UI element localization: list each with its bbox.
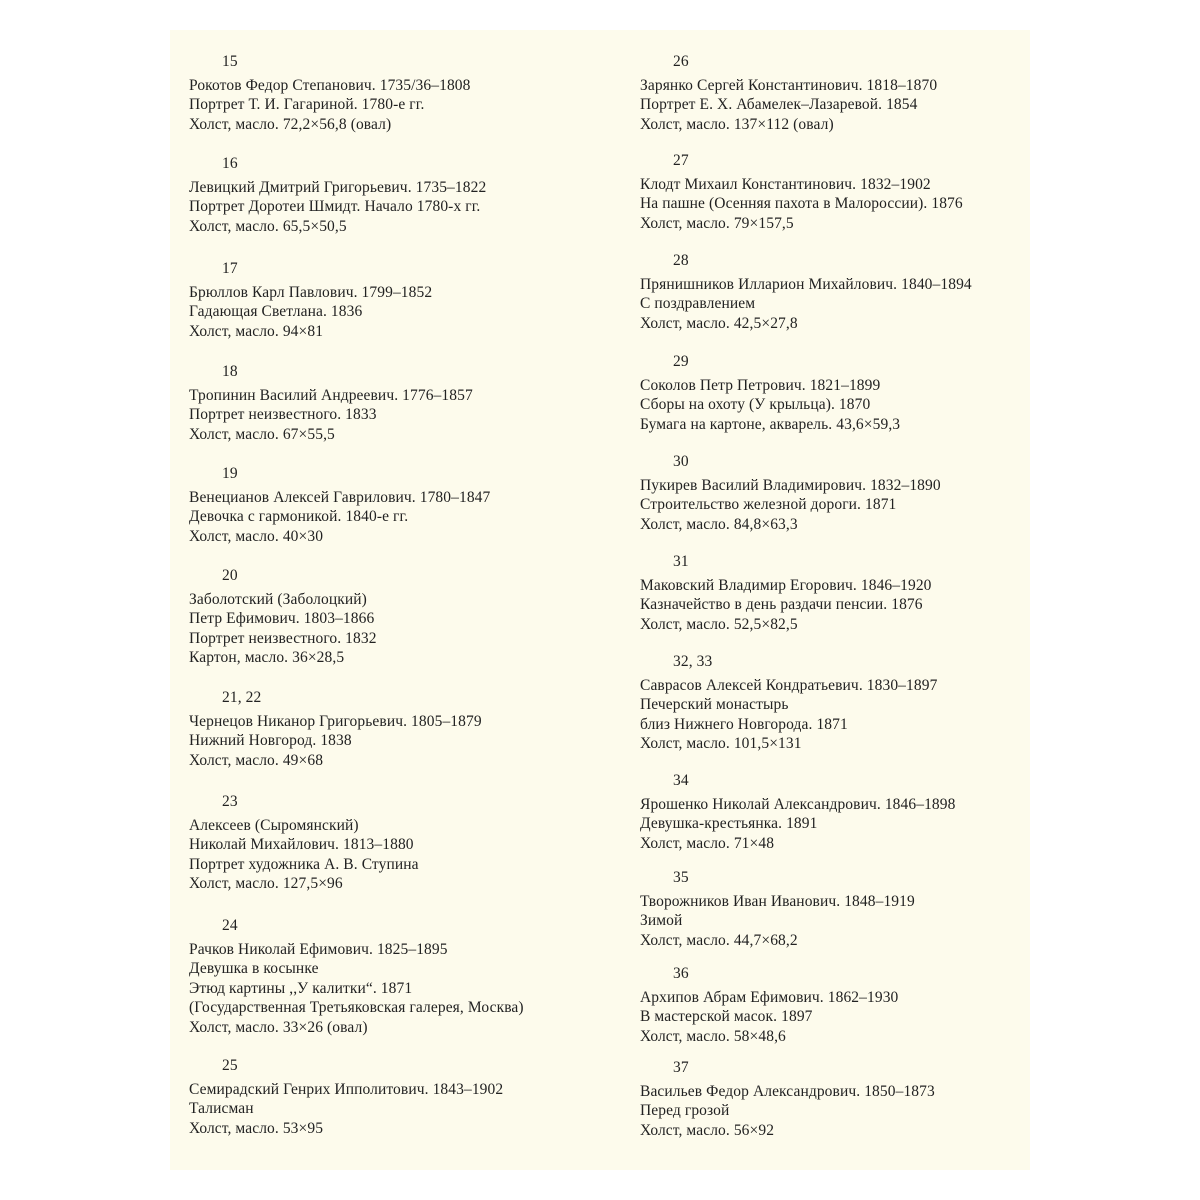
catalog-entry <box>640 352 1060 434</box>
entry-artist: Зарянко Сергей Константинович. 1818–1870 <box>640 76 938 94</box>
catalog-entry <box>189 1056 609 1138</box>
entry-medium: Картон, масло. 36×28,5 <box>189 649 345 667</box>
catalog-entry <box>189 154 609 236</box>
entry-number: 20 <box>222 567 238 584</box>
entry-artist: Венецианов Алексей Гаврилович. 1780–1847 <box>189 488 491 506</box>
entry-medium: Холст, масло. 84,8×63,3 <box>640 515 798 533</box>
entry-title: Портрет Т. И. Гагариной. 1780-е гг. <box>189 96 425 114</box>
catalog-entry <box>640 771 1060 853</box>
catalog-entry <box>189 792 609 894</box>
entry-title: Портрет художника А. В. Ступина <box>189 855 419 873</box>
entry-medium: Холст, масло. 72,2×56,8 (овал) <box>189 115 392 133</box>
entry-number: 16 <box>222 155 238 172</box>
entry-title-cont: близ Нижнего Новгорода. 1871 <box>640 715 848 733</box>
entry-artist: Соколов Петр Петрович. 1821–1899 <box>640 376 881 394</box>
entry-medium: Холст, масло. 67×55,5 <box>189 425 335 443</box>
entry-medium: Холст, масло. 71×48 <box>640 834 775 852</box>
entry-number: 24 <box>222 917 238 934</box>
entry-title: Девушка в косынке <box>189 960 319 978</box>
catalog-entry <box>640 652 1060 754</box>
entry-medium: Холст, масло. 53×95 <box>189 1119 324 1137</box>
entry-medium: Бумага на картоне, акварель. 43,6×59,3 <box>640 415 901 433</box>
entry-number: 17 <box>222 260 238 277</box>
entry-medium: Холст, масло. 44,7×68,2 <box>640 931 798 949</box>
entry-medium: Холст, масло. 65,5×50,5 <box>189 217 347 235</box>
catalog-entry <box>189 688 609 770</box>
entry-artist: Ярошенко Николай Александрович. 1846–1898 <box>640 795 956 813</box>
catalog-entry <box>189 916 609 1038</box>
entry-title: В мастерской масок. 1897 <box>640 1008 813 1026</box>
entry-number: 25 <box>222 1057 238 1074</box>
entry-title: Девушка-крестьянка. 1891 <box>640 815 818 833</box>
entry-artist: Рокотов Федор Степанович. 1735/36–1808 <box>189 76 471 94</box>
entry-artist: Маковский Владимир Егорович. 1846–1920 <box>640 576 932 594</box>
catalog-entry <box>640 552 1060 634</box>
entry-title: Нижний Новгород. 1838 <box>189 732 352 750</box>
entry-number: 26 <box>673 53 689 70</box>
catalog-entry <box>640 52 1060 134</box>
entry-number: 32, 33 <box>673 653 713 670</box>
entry-title: Гадающая Светлана. 1836 <box>189 303 363 321</box>
entry-title: Зимой <box>640 912 683 930</box>
entry-medium: Холст, масло. 94×81 <box>189 322 324 340</box>
entry-title: Сборы на охоту (У крыльца). 1870 <box>640 396 871 414</box>
entry-artist: Клодт Михаил Константинович. 1832–1902 <box>640 175 931 193</box>
entry-artist: Чернецов Никанор Григорьевич. 1805–1879 <box>189 712 482 730</box>
entry-medium: Холст, масло. 79×157,5 <box>640 214 794 232</box>
entry-medium: Холст, масло. 137×112 (овал) <box>640 115 834 133</box>
entry-artist-name: Петр Ефимович. 1803–1866 <box>189 610 375 628</box>
catalog-entry <box>189 362 609 444</box>
entry-number: 15 <box>222 53 238 70</box>
entry-artist: Прянишников Илларион Михайлович. 1840–1894 <box>640 275 972 293</box>
entry-title: Печерский монастырь <box>640 696 789 714</box>
catalog-page <box>170 30 1030 1170</box>
entry-title: Портрет неизвестного. 1832 <box>189 629 377 647</box>
catalog-entry <box>189 259 609 341</box>
entry-medium: Холст, масло. 52,5×82,5 <box>640 615 798 633</box>
entry-medium: Холст, масло. 56×92 <box>640 1121 775 1139</box>
entry-artist: Пукирев Василий Владимирович. 1832–1890 <box>640 476 941 494</box>
entry-title: Строительство железной дороги. 1871 <box>640 496 897 514</box>
entry-location: (Государственная Третьяковская галерея, Москва) <box>189 999 524 1017</box>
entry-artist: Семирадский Генрих Ипполитович. 1843–1902 <box>189 1080 504 1098</box>
entry-number: 29 <box>673 353 689 370</box>
catalog-entry <box>189 566 609 668</box>
entry-medium: Холст, масло. 127,5×96 <box>189 875 343 893</box>
entry-number: 23 <box>222 793 238 810</box>
entry-artist: Васильев Федор Александрович. 1850–1873 <box>640 1082 935 1100</box>
entry-subtitle: Этюд картины ,,У калитки“. 1871 <box>189 979 413 997</box>
entry-number: 19 <box>222 465 238 482</box>
catalog-entry <box>640 964 1060 1046</box>
entry-number: 34 <box>673 772 689 789</box>
entry-number: 18 <box>222 363 238 380</box>
entry-artist: Левицкий Дмитрий Григорьевич. 1735–1822 <box>189 178 487 196</box>
entry-title: Портрет Доротеи Шмидт. Начало 1780-х гг. <box>189 198 481 216</box>
entry-medium: Холст, масло. 40×30 <box>189 527 324 545</box>
catalog-entry <box>640 1058 1060 1140</box>
entry-number: 30 <box>673 453 689 470</box>
entry-artist: Алексеев (Сыромянский) <box>189 816 359 834</box>
entry-medium: Холст, масло. 42,5×27,8 <box>640 314 798 332</box>
entry-number: 31 <box>673 553 689 570</box>
entry-title: Девочка с гармоникой. 1840-е гг. <box>189 508 409 526</box>
entry-artist: Саврасов Алексей Кондратьевич. 1830–1897 <box>640 676 938 694</box>
catalog-entry <box>640 452 1060 534</box>
entry-number: 27 <box>673 152 689 169</box>
entry-artist: Рачков Николай Ефимович. 1825–1895 <box>189 940 448 958</box>
entry-title: Портрет Е. Х. Абамелек–Лазаревой. 1854 <box>640 96 918 114</box>
entry-artist: Брюллов Карл Павлович. 1799–1852 <box>189 283 433 301</box>
catalog-entry <box>640 251 1060 333</box>
entry-title: Перед грозой <box>640 1102 730 1120</box>
entry-title: Казначейство в день раздачи пенсии. 1876 <box>640 596 923 614</box>
catalog-entry <box>189 52 609 134</box>
entry-artist: Архипов Абрам Ефимович. 1862–1930 <box>640 988 899 1006</box>
catalog-entry <box>640 868 1060 950</box>
entry-title: Портрет неизвестного. 1833 <box>189 406 377 424</box>
entry-artist: Заболотский (Заболоцкий) <box>189 590 367 608</box>
catalog-entry <box>640 151 1060 233</box>
entry-medium: Холст, масло. 101,5×131 <box>640 735 802 753</box>
entry-medium: Холст, масло. 49×68 <box>189 751 324 769</box>
entry-artist: Творожников Иван Иванович. 1848–1919 <box>640 892 915 910</box>
entry-number: 28 <box>673 252 689 269</box>
entry-number: 36 <box>673 965 689 982</box>
entry-artist-name: Николай Михайлович. 1813–1880 <box>189 836 414 854</box>
entry-title: Талисман <box>189 1100 254 1118</box>
entry-number: 37 <box>673 1059 689 1076</box>
entry-title: На пашне (Осенняя пахота в Малороссии). 1876 <box>640 195 963 213</box>
entry-number: 21, 22 <box>222 689 262 706</box>
entry-medium: Холст, масло. 33×26 (овал) <box>189 1018 368 1036</box>
catalog-entry <box>189 464 609 546</box>
entry-title: С поздравлением <box>640 295 756 313</box>
entry-number: 35 <box>673 869 689 886</box>
entry-artist: Тропинин Василий Андреевич. 1776–1857 <box>189 386 473 404</box>
entry-medium: Холст, масло. 58×48,6 <box>640 1027 786 1045</box>
